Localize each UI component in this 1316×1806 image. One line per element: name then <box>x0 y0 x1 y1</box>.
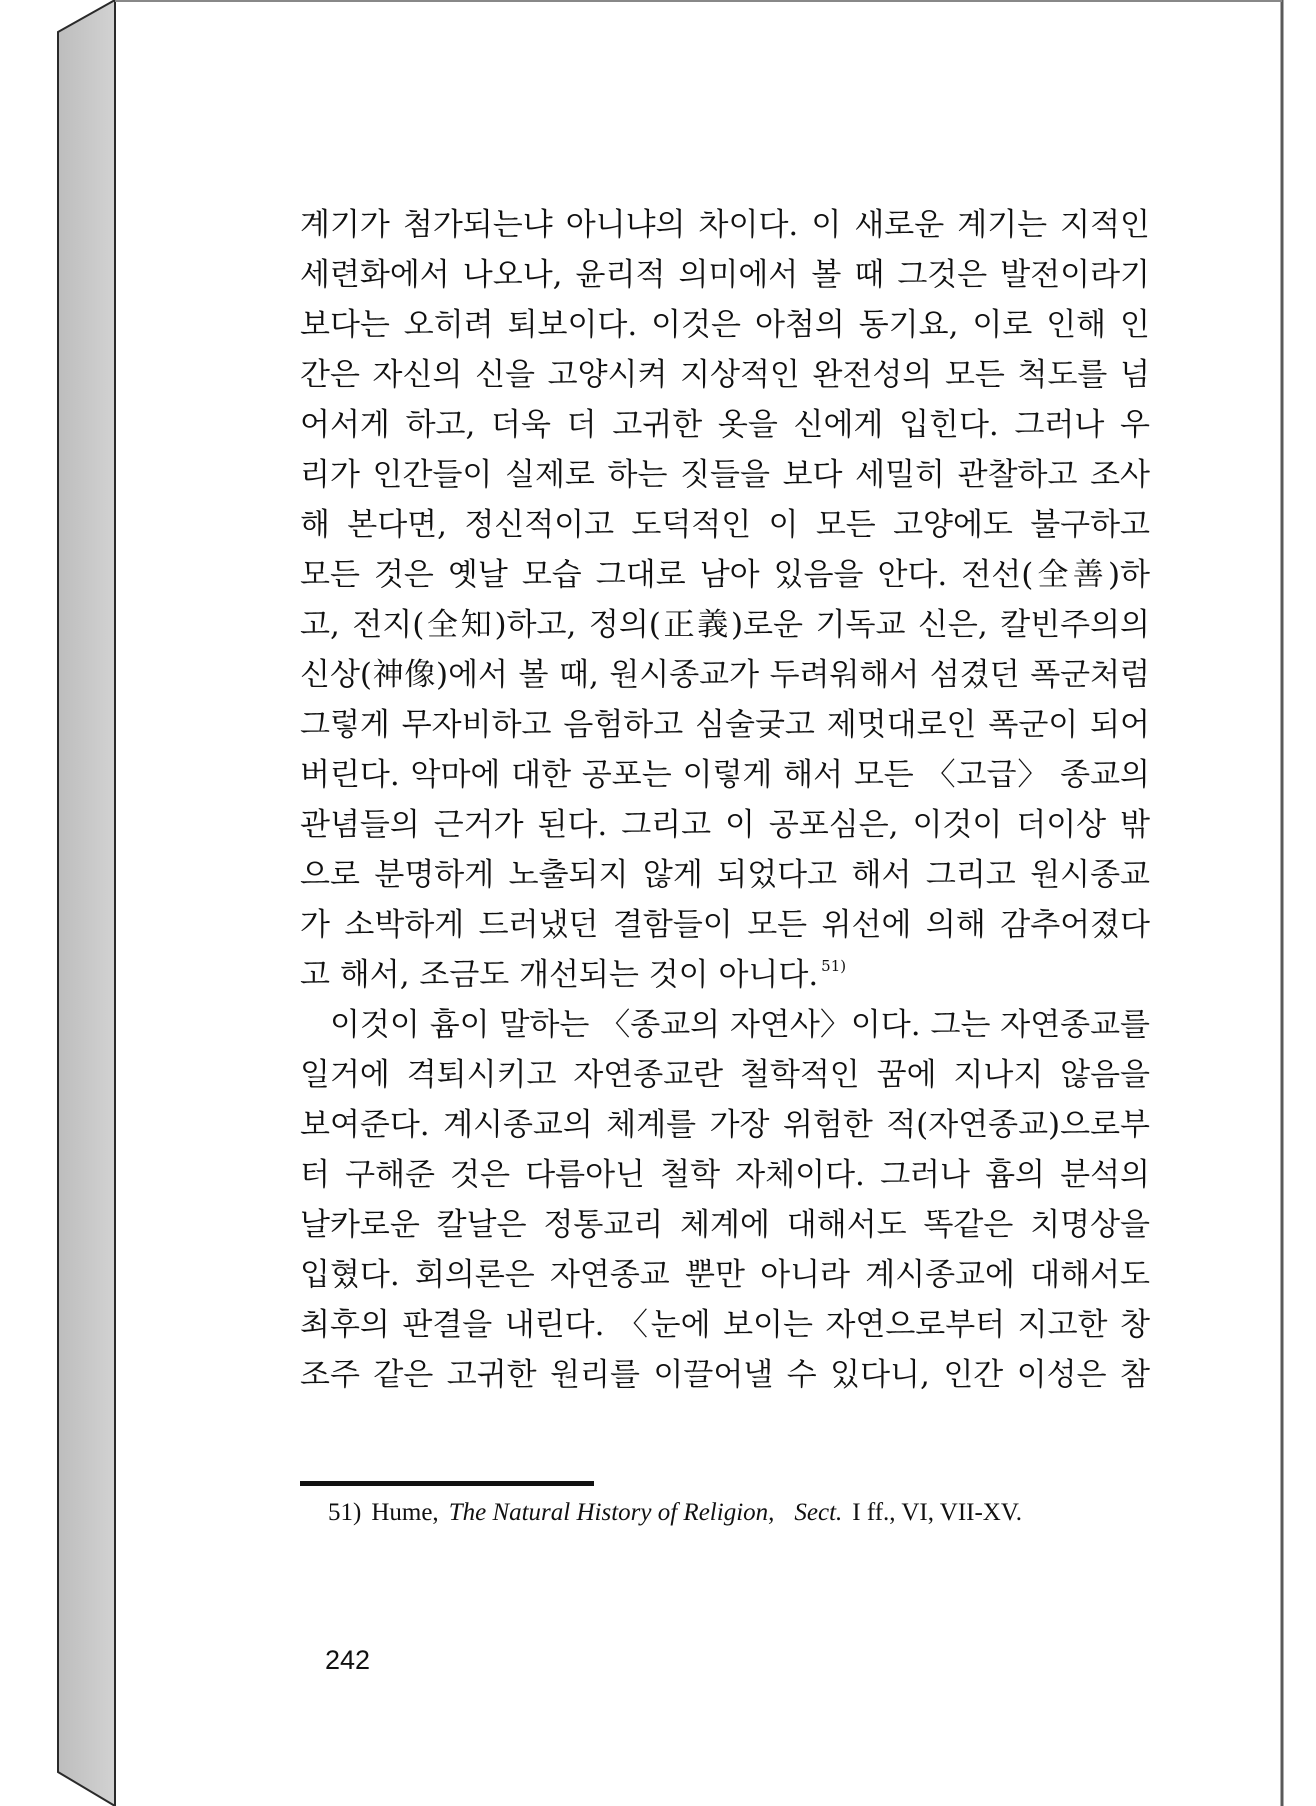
footnote-sect: Sect. <box>794 1499 843 1526</box>
text-line: 해 본다면, 정신적이고 도덕적인 이 모든 고양에도 불구하고 <box>300 507 1150 543</box>
text-line-with-footnote <box>300 950 1150 1000</box>
footnote-author: Hume, <box>371 1499 439 1526</box>
text-line: 세련화에서 나오나, 윤리적 의미에서 볼 때 그것은 발전이라기 <box>300 257 1150 293</box>
page-number: 242 <box>325 1645 371 1675</box>
text-line: 날카로운 칼날은 정통교리 체계에 대해서도 똑같은 치명상을 <box>300 1207 1150 1243</box>
text-line: 간은 자신의 신을 고양시켜 지상적인 완전성의 모든 척도를 넘 <box>300 357 1150 393</box>
text-line: 일거에 격퇴시키고 자연종교란 철학적인 꿈에 지나지 않음을 <box>300 1057 1150 1093</box>
text-line: 보여준다. 계시종교의 체계를 가장 위험한 적(자연종교)으로부 <box>300 1107 1150 1143</box>
text-line: 리가 인간들이 실제로 하는 짓들을 보다 세밀히 관찰하고 조사 <box>300 457 1150 493</box>
footnote-title: The Natural History of Religion, <box>448 1499 775 1526</box>
text-line: 으로 분명하게 노출되지 않게 되었다고 해서 그리고 원시종교 <box>300 857 1150 893</box>
text-line: 입혔다. 회의론은 자연종교 뿐만 아니라 계시종교에 대해서도 <box>300 1257 1150 1293</box>
text-line: 그렇게 무자비하고 음험하고 심술궂고 제멋대로인 폭군이 되어 <box>300 707 1150 743</box>
text-line-content: 고 해서, 조금도 개선되는 것이 아니다. <box>300 957 819 993</box>
footnote-number: 51) <box>328 1499 362 1526</box>
text-line: 어서게 하고, 더욱 더 고귀한 옷을 신에게 입힌다. 그러나 우 <box>300 407 1150 443</box>
footnote-marker: 51) <box>821 957 847 975</box>
text-line: 신상(神像)에서 볼 때, 원시종교가 두려워해서 섬겼던 폭군처럼 <box>300 657 1150 693</box>
footnote-divider <box>300 1481 594 1486</box>
text-line: 버린다. 악마에 대한 공포는 이렇게 해서 모든 〈고급〉 종교의 <box>300 757 1150 793</box>
text-line: 터 구해준 것은 다름아닌 철학 자체이다. 그러나 흄의 분석의 <box>300 1157 1150 1193</box>
book-spine <box>58 0 115 1806</box>
text-line: 모든 것은 옛날 모습 그대로 남아 있음을 안다. 전선(全善)하 <box>300 557 1150 593</box>
text-line: 관념들의 근거가 된다. 그리고 이 공포심은, 이것이 더이상 밖 <box>300 807 1150 843</box>
text-line: 가 소박하게 드러냈던 결함들이 모든 위선에 의해 감추어졌다 <box>300 907 1150 943</box>
text-line: 보다는 오히려 퇴보이다. 이것은 아첨의 동기요, 이로 인해 인 <box>300 307 1150 343</box>
text-line: 조주 같은 고귀한 원리를 이끌어낼 수 있다니, 인간 이성은 참 <box>300 1357 1150 1393</box>
page-body <box>300 200 1150 1400</box>
paragraph-first-line: 이것이 흄이 말하는 〈종교의 자연사〉이다. 그는 자연종교를 <box>330 1007 1150 1043</box>
text-line: 고, 전지(全知)하고, 정의(正義)로운 기독교 신은, 칼빈주의의 <box>300 607 1150 643</box>
footnote <box>328 1493 1128 1533</box>
text-line: 최후의 판결을 내린다. 〈눈에 보이는 자연으로부터 지고한 창 <box>300 1307 1150 1343</box>
text-line: 계기가 첨가되는냐 아니냐의 차이다. 이 새로운 계기는 지적인 <box>300 207 1150 243</box>
footnote-refs: I ff., VI, VII-XV. <box>852 1499 1022 1526</box>
